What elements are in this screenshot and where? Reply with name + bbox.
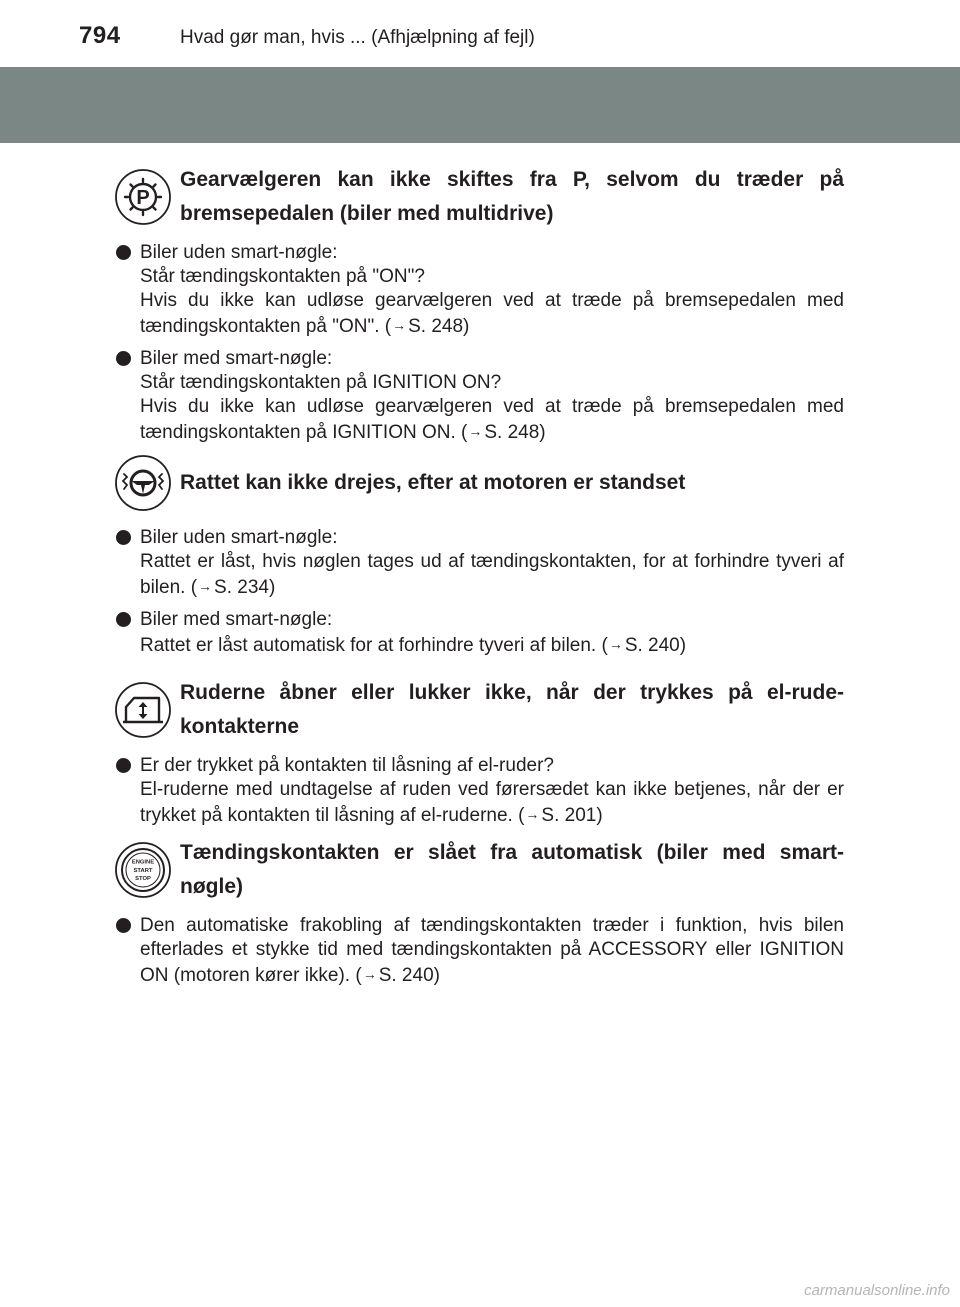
- section-auto-power-off: [114, 836, 844, 988]
- bullet-icon: [116, 918, 131, 933]
- bullet-icon: [116, 351, 131, 366]
- page-reference[interactable]: S. 234): [214, 577, 276, 598]
- section-title: Rattet kan ikke drejes, efter at motoren er standset: [180, 471, 686, 494]
- page-title: Hvad gør man, hvis ... (Afhjælpning af fejl): [180, 27, 535, 48]
- section-heading: [114, 836, 844, 904]
- bullet-icon: [116, 758, 131, 773]
- svg-text:ENGINE: ENGINE: [131, 859, 155, 866]
- svg-text:STOP: STOP: [135, 876, 151, 882]
- svg-text:START: START: [133, 868, 153, 874]
- bullet-icon: [116, 530, 131, 545]
- engine-start-stop-icon: [114, 841, 172, 899]
- watermark: carmanualsonline.info: [804, 1282, 950, 1299]
- arrow-icon: →: [525, 806, 540, 822]
- shift-p-warning-icon: [114, 168, 172, 226]
- list-item: Biler uden smart-nøgle: Rattet er låst, hvis nøglen tages ud af tændingskontakten, for at forhindre tyveri af bilen. (→ S. 234): [114, 526, 844, 600]
- arrow-icon: →: [468, 423, 483, 439]
- bullet-icon: [116, 612, 131, 627]
- list-item: Biler uden smart-nøgle: Står tændingskontakten på "ON"? Hvis du ikke kan udløse gearvælgeren ved at træde på bremsepedalen med tændingskontakten på "ON". (→ S. 248): [114, 241, 844, 339]
- bullet-icon: [116, 245, 131, 260]
- header-band: [0, 67, 960, 143]
- section-shift-lock: [114, 163, 844, 445]
- section-heading: [114, 163, 844, 231]
- page-reference[interactable]: S. 248): [484, 422, 546, 443]
- section-title: Gearvælgeren kan ikke skiftes fra P, selvom du træder på bremsepedalen (biler med multidrive): [180, 168, 844, 225]
- section-power-windows: [114, 676, 844, 828]
- arrow-icon: →: [198, 578, 213, 594]
- list-item: Den automatiske frakobling af tændingskontakten træder i funktion, hvis bilen efterlades et stykke tid med tændingskontakten på ACCESSORY eller IGNITION ON (motoren kører ikke). (→ S. 240): [114, 914, 844, 988]
- section-heading: [114, 466, 844, 500]
- section-steering-lock: [114, 466, 844, 658]
- page-reference[interactable]: S. 240): [378, 965, 440, 986]
- steering-lock-icon: [114, 454, 172, 512]
- list-item: Er der trykket på kontakten til låsning af el-ruder? El-ruderne med undtagelse af ruden ved førersædet kan ikke betjenes, når der er trykket på kontakten til låsning af el-ruderne. (→ S. 201): [114, 754, 844, 828]
- arrow-icon: →: [362, 966, 377, 982]
- power-window-icon: [114, 681, 172, 739]
- section-title: Tændingskontakten er slået fra automatisk (biler med smart-nøgle): [180, 841, 844, 898]
- page-reference[interactable]: S. 240): [624, 635, 687, 656]
- svg-text:P: P: [136, 187, 150, 209]
- arrow-icon: →: [392, 317, 407, 333]
- page-number: 794: [79, 22, 121, 49]
- section-heading: [114, 676, 844, 744]
- list-item: Biler med smart-nøgle: Står tændingskontakten på IGNITION ON? Hvis du ikke kan udløse gearvælgeren ved at træde på bremsepedalen med tændingskontakten på IGNITION ON. (→ S. 248): [114, 347, 844, 445]
- page-header: [0, 0, 960, 56]
- section-title: Ruderne åbner eller lukker ikke, når der trykkes på el-rude-kontakterne: [180, 681, 844, 738]
- arrow-icon: →: [608, 636, 623, 652]
- list-item: Biler med smart-nøgle: Rattet er låst automatisk for at forhindre tyveri af bilen. (→ S. 240): [114, 608, 844, 658]
- page-reference[interactable]: S. 201): [541, 805, 603, 826]
- page-reference[interactable]: S. 248): [408, 316, 470, 337]
